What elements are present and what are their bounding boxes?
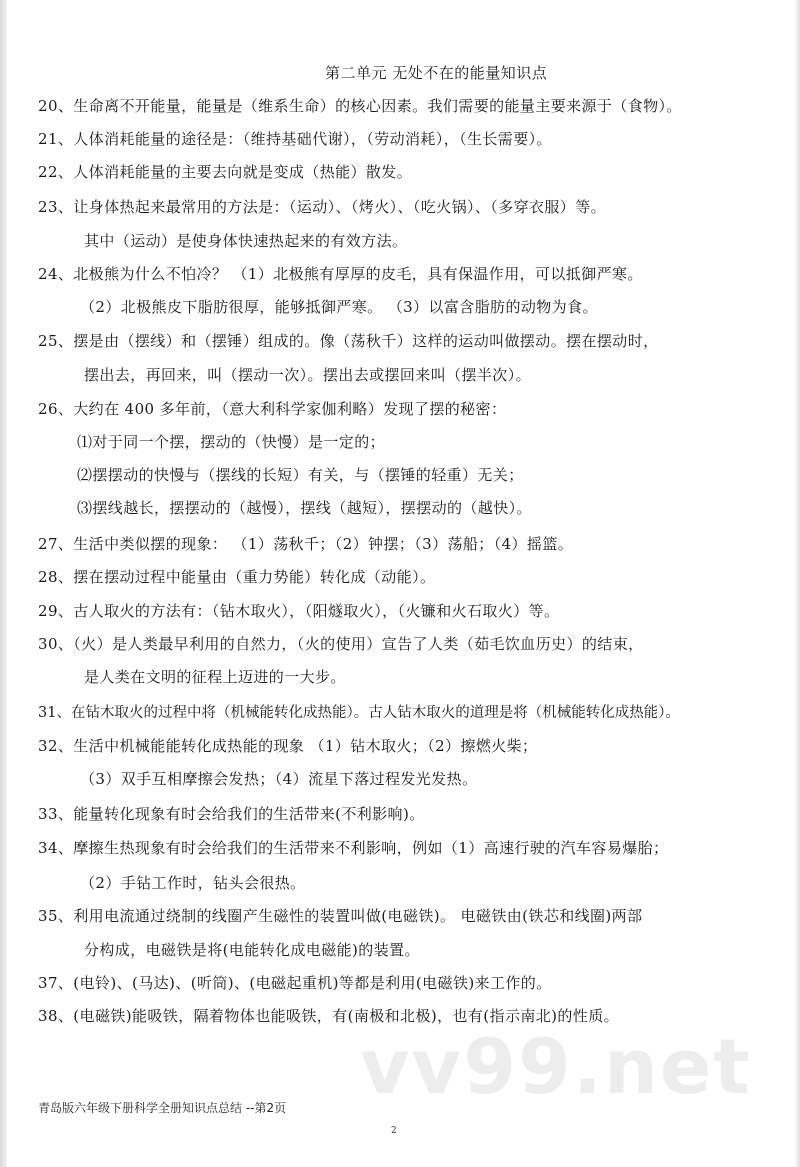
item-23-cont: 其中（运动）是使身体快速热起来的有效方法。 <box>84 232 408 250</box>
item-35: 35、利用电流通过绕制的线圈产生磁性的装置叫做(电磁铁)。 电磁铁由(铁芯和线圈)两部 <box>38 907 643 925</box>
item-30: 30、（火）是人类最早利用的自然力，（火的使用）宣告了人类（茹毛饮血历史）的结束， <box>38 635 644 653</box>
item-38: 38、(电磁铁)能吸铁，隔着物体也能吸铁，有(南极和北极)，也有(指示南北)的性质。 <box>38 1007 620 1025</box>
page-left-edge <box>0 0 7 1167</box>
item-33: 33、能量转化现象有时会给我们的生活带来(不利影响)。 <box>38 805 425 823</box>
item-21: 21、人体消耗能量的途径是：（维持基础代谢），（劳动消耗），（生长需要）。 <box>38 130 552 148</box>
item-23: 23、让身体热起来最常用的方法是：（运动）、（烤火）、（吃火锅）、（多穿衣服）等。 <box>38 198 606 216</box>
item-30-cont: 是人类在文明的征程上迈进的一大步。 <box>84 668 346 686</box>
page-number: 2 <box>391 1126 397 1136</box>
item-34-cont: （2）手钻工作时，钻头会很热。 <box>80 874 306 892</box>
item-22: 22、人体消耗能量的主要去向就是变成（热能）散发。 <box>38 163 413 181</box>
item-26-point-2: ⑵摆摆动的快慢与（摆线的长短）有关，与（摆锤的轻重）无关； <box>77 466 524 484</box>
item-24-cont: （2）北极熊皮下脂肪很厚，能够抵御严寒。 （3）以富含脂肪的动物为食。 <box>80 298 598 316</box>
item-37: 37、(电铃)、(马达)、(听筒)、(电磁起重机)等都是利用(电磁铁)来工作的。 <box>38 974 552 992</box>
item-26-point-1: ⑴对于同一个摆，摆动的（快慢）是一定的； <box>77 433 386 451</box>
watermark: vv99.net <box>360 1022 752 1111</box>
item-25: 25、摆是由（摆线）和（摆锤）组成的。像（荡秋千）这样的运动叫做摆动。摆在摆动时， <box>38 332 659 350</box>
item-26: 26、大约在 400 多年前，（意大利科学家伽利略）发现了摆的秘密： <box>38 400 507 418</box>
item-20: 20、生命离不开能量，能量是（维系生命）的核心因素。我们需要的能量主要来源于（食物）。 <box>38 97 682 115</box>
page-footer: 青岛版六年级下册科学全册知识点总结 --第2页 <box>38 1101 287 1115</box>
item-28: 28、摆在摆动过程中能量由（重力势能）转化成（动能）。 <box>38 568 436 586</box>
item-35-cont: 分构成，电磁铁是将(电能转化成电磁能)的装置。 <box>84 941 420 959</box>
item-32: 32、生活中机械能能转化成热能的现象 （1）钻木取火；（2）擦燃火柴； <box>38 737 538 755</box>
item-32-cont: （3）双手互相摩擦会发热；（4）流星下落过程发光发热。 <box>80 770 478 788</box>
item-24: 24、北极熊为什么不怕冷？ （1）北极熊有厚厚的皮毛，具有保温作用，可以抵御严寒。 <box>38 265 643 283</box>
page-right-edge <box>795 0 800 1167</box>
item-34: 34、摩擦生热现象有时会给我们的生活带来不利影响，例如（1）高速行驶的汽车容易爆胎； <box>38 839 669 857</box>
section-title: 第二单元 无处不在的能量知识点 <box>325 64 548 82</box>
item-25-cont: 摆出去，再回来，叫（摆动一次）。摆出去或摆回来叫（摆半次）。 <box>84 366 532 384</box>
item-29: 29、古人取火的方法有：（钻木取火），（阳燧取火），（火镰和火石取火）等。 <box>38 602 560 620</box>
item-27: 27、生活中类似摆的现象： （1）荡秋千；（2）钟摆；（3）荡船；（4）摇篮。 <box>38 535 574 553</box>
item-31: 31、在钻木取火的过程中将（机械能转化成热能）。古人钻木取火的道理是将（机械能转化成热能）。 <box>38 705 680 721</box>
item-26-point-3: ⑶摆线越长，摆摆动的（越慢），摆线（越短），摆摆动的（越快）。 <box>77 499 532 517</box>
